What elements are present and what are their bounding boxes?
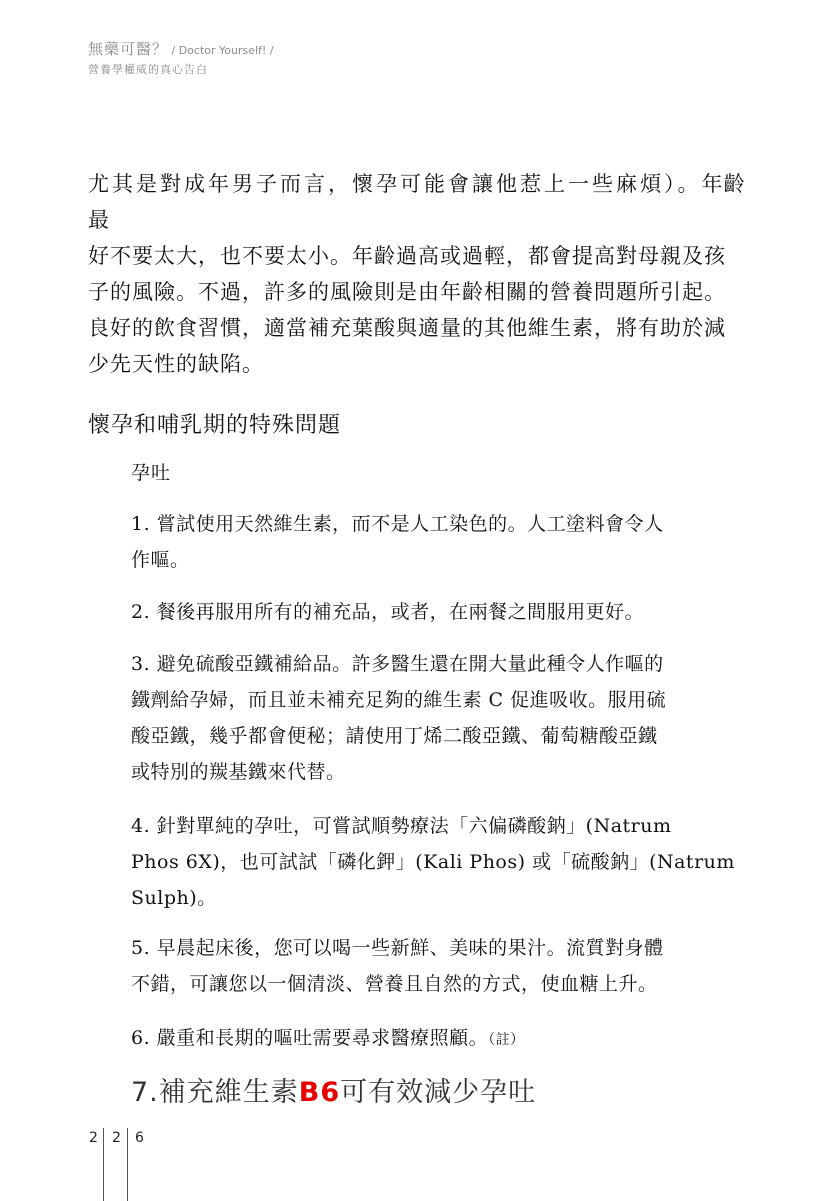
intro-kai-text: 尤其是對成年男子而言，懷孕可能會讓他惹上一些麻煩）。 xyxy=(88,172,702,196)
list-item: 5. 早晨起床後，您可以喝一些新鮮、美味的果汁。流質對身體 不錯，可讓您以一個清淡、營養且自然的方式，使血糖上升。 xyxy=(131,937,664,995)
page-number-digit: 2 xyxy=(112,1130,121,1146)
added-tip: 7.補充維生素B6可有效減少孕吐 xyxy=(131,1077,537,1108)
intro-line1-rest: 年齡最 xyxy=(88,172,746,232)
folio-divider xyxy=(103,1128,104,1201)
folio-divider xyxy=(127,1128,128,1201)
intro-line5: 少先天性的缺陷。 xyxy=(88,352,264,376)
page-number-digit: 2 xyxy=(89,1130,98,1146)
book-subtitle: / Doctor Yourself! / xyxy=(168,44,274,57)
intro-paragraph xyxy=(88,166,748,382)
list-item: 3. 避免硫酸亞鐵補給品。許多醫生還在開大量此種令人作嘔的 鐵劑給孕婦，而且並未補充足夠的維生素 C 促進吸收。服用硫 酸亞鐵，幾乎都會便秘；請使用丁烯二酸亞鐵、葡萄糖酸亞鐵 或特別的羰基鐵來代替。 xyxy=(131,653,667,783)
section-title: 懷孕和哺乳期的特殊問題 xyxy=(88,413,342,438)
page-number-digit: 6 xyxy=(135,1130,144,1146)
vitamin-b6-highlight: B6 xyxy=(298,1077,341,1108)
list-item: 6. 嚴重和長期的嘔吐需要尋求醫療照顧。（註） xyxy=(131,1027,525,1049)
intro-line2: 好不要太大，也不要太小。年齡過高或過輕，都會提高對母親及孩 xyxy=(88,244,726,268)
book-title: 無藥可醫？ xyxy=(88,40,169,58)
footnote-marker: （註） xyxy=(488,1032,525,1048)
running-header xyxy=(88,38,508,77)
subsection-title: 孕吐 xyxy=(131,462,172,484)
book-tagline: 營養學權威的真心告白 xyxy=(88,63,208,76)
list-item: 2. 餐後再服用所有的補充品，或者，在兩餐之間服用更好。 xyxy=(131,601,645,623)
list-item: 4. 針對單純的孕吐，可嘗試順勢療法「六偏磷酸鈉」(Natrum Phos 6X)，也可試試「磷化鉀」(Kali Phos) 或「硫酸鈉」(Natrum Sulph)。 xyxy=(131,815,735,909)
intro-line4: 良好的飲食習慣，適當補充葉酸與適量的其他維生素，將有助於減 xyxy=(88,316,726,340)
intro-line3: 子的風險。不過，許多的風險則是由年齡相關的營養問題所引起。 xyxy=(88,280,726,304)
list-item: 1. 嘗試使用天然維生素，而不是人工染色的。人工塗料會令人 作嘔。 xyxy=(131,513,664,571)
